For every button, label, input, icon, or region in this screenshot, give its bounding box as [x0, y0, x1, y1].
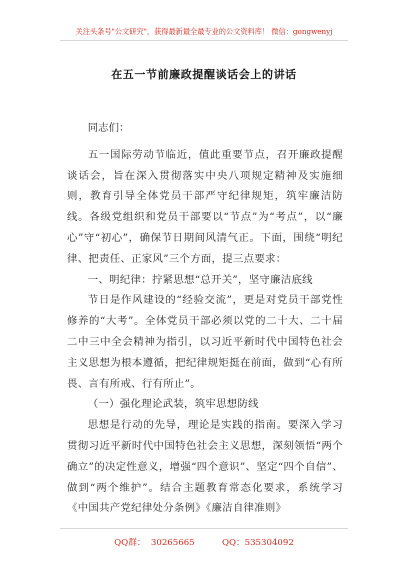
- document-body: [67, 118, 343, 519]
- paragraph-discipline: 节日是作风建设的“经验交流”，更是对党员干部党性修养的“大考”。全体党员干部必须以党的二十大、二十届二中三中全会精神为指引，以习近平新时代中国特色社会主义思想为根本遵循，把纪律规矩挺在前面，做到“心有所畏、言有所戒、行有所止”。: [67, 294, 343, 390]
- footer-divider: [60, 528, 348, 529]
- salutation: 同志们：: [87, 122, 130, 134]
- paragraph-intro: 五一国际劳动节临近，值此重要节点，召开廉政提醒谈话会，旨在深入贯彻落实中央八项规定精神及实施细则，教育引导全体党员干部严守纪律规矩，筑牢廉洁防线。各级党组织和党员干部要以“节点”为“考点”，以“廉心”守“初心”，确保节日期间风清气正。下面，围绕“明纪律、把责任、正家风”三个方面，提三点要求：: [67, 148, 343, 265]
- section-heading-1: 一、明纪律：拧紧思想“总开关”，坚守廉洁底线: [87, 273, 313, 286]
- paragraph-theory: 思想是行动的先导，理论是实践的指南。要深入学习贯彻习近平新时代中国特色社会主义思想，深刻领悟“两个确立”的决定性意义，增强“四个意识”、坚定“四个自信”、做到“两个维护”。结合主题教育常态化要求，系统学习《中国共产党纪律处分条例》《廉洁自律准则》: [67, 419, 343, 515]
- header-note: 关注头条号"公文研究"，获得最新最全最专业的公文资料库！ 微信：gongwenyj: [75, 27, 333, 36]
- footer-note: QQ群： 30265665 QQ：535304092: [114, 538, 294, 548]
- header-divider: [60, 40, 348, 41]
- document-title: 在五一节前廉政提醒谈话会上的讲话: [111, 68, 297, 81]
- subsection-heading-1: （一）强化理论武装，筑牢思想防线: [87, 398, 259, 411]
